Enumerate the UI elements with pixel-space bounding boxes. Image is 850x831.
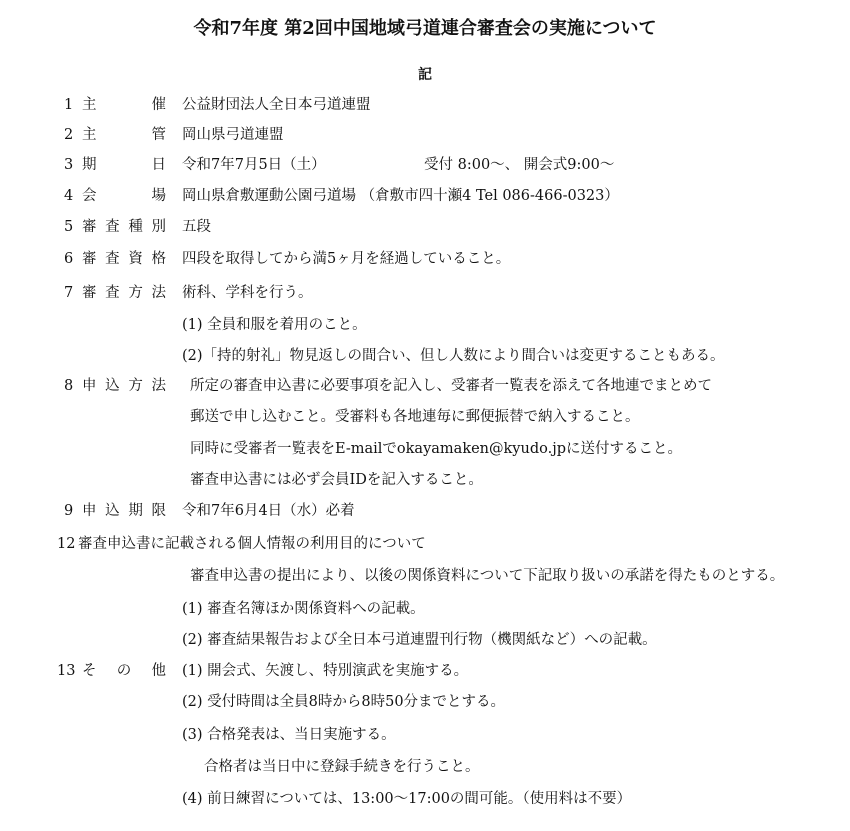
item-label: 期 日 <box>82 157 166 173</box>
item-heading: 審査申込書に記載される個人情報の利用目的について <box>78 536 426 552</box>
item-label: そ の 他 <box>82 663 166 679</box>
item-number: 5 <box>64 219 74 235</box>
item-value: 令和7年7月5日（土） <box>182 157 326 173</box>
item-number: 1 <box>64 97 74 113</box>
document-title: 令和7年度 第2回中国地域弓道連合審査会の実施について <box>193 18 657 39</box>
item-value: 五段 <box>182 219 211 235</box>
item-line: (1) 開会式、矢渡し、特別演武を実施する。 <box>182 663 469 679</box>
item-value: 令和7年6月4日（水）必着 <box>182 503 355 519</box>
item-value: 岡山県倉敷運動公園弓道場 （倉敷市四十瀬4 Tel 086-466-0323） <box>182 188 619 204</box>
item-label: 審 査 資 格 <box>82 251 166 267</box>
item-number: 6 <box>64 251 74 267</box>
ki-heading: 記 <box>418 67 432 83</box>
item-number: 7 <box>64 285 74 301</box>
item-reception-time: 受付 8:00～、 開会式9:00～ <box>424 157 615 173</box>
item-value: 公益財団法人全日本弓道連盟 <box>182 97 371 113</box>
item-number: 8 <box>64 378 74 394</box>
item-value: 術科、学科を行う。 <box>182 285 313 301</box>
item-value: 岡山県弓道連盟 <box>182 127 284 143</box>
item-label: 審 査 種 別 <box>82 219 166 235</box>
item-label: 主 管 <box>82 127 166 143</box>
item-number: 4 <box>64 188 74 204</box>
item-label: 申 込 期 限 <box>82 503 166 519</box>
item-number: 3 <box>64 157 74 173</box>
item-label: 申 込 方 法 <box>82 378 166 394</box>
item-line: 所定の審査申込書に必要事項を記入し、受審者一覧表を添えて各地連でまとめて <box>190 378 712 394</box>
item-label: 審 査 方 法 <box>82 285 166 301</box>
item-number: 13 <box>57 663 76 679</box>
item-number: 12 <box>57 536 76 552</box>
document: 令和7年度 第2回中国地域弓道連合審査会の実施について 記 1 主 催 公益財団法人全日本弓道連盟 2 主 管 岡山県弓道連盟 3 期 日 令和7年7月5日（土） 受付 8:00～、 開会式9:00～ 4 会 場 岡山県倉敷運動公園弓道場 （倉敷市四十瀬4 Tel 086-466-0323） 5 審 査 種 別 五段 6 審 査 資 格 四段を取得してから満5ヶ月を経過していること。 7 審 査 方 法 術科、学科を行う。 (1) 全員和服を着用のこと。 (2)「持的射礼」物見返しの間合い、但し人数により間合いは変更することもある。 8 申 込 方 法 所定の審査申込書に必要事項を記入し、受審者一覧表を添えて各地連でまとめて 郵送で申し込むこと。受審料も各地連毎に郵便振替で納入すること。 同時に受審者一覧表をE-mailでokayamaken@kyudo.jpに送付すること。 審査申込書には必ず会員IDを記入すること。 9 申 込 期 限 令和7年6月4日（水）必着 12 審査申込書に記載される個人情報の利用目的について 審査申込書の提出により、以後の関係資料について下記取り扱いの承諾を得たものとする。 (1) 審査名簿ほか関係資料への記載。 (2) 審査結果報告および全日本弓道連盟刊行物（機関紙など）への記載。 13 そ の 他 (1) 開会式、矢渡し、特別演武を実施する。 (2) 受付時間は全員8時から8時50分までとする。 (3) 合格発表は、当日実施する。 合格者は当日中に登録手続きを行うこと。 (4) 前日練習については、13:00～17:00の間可能。（使用料は不要） <box>0 0 850 831</box>
item-number: 9 <box>64 503 74 519</box>
item-number: 2 <box>64 127 74 143</box>
item-value: 四段を取得してから満5ヶ月を経過していること。 <box>182 251 511 267</box>
item-label: 会 場 <box>82 188 166 204</box>
item-label: 主 催 <box>82 97 166 113</box>
